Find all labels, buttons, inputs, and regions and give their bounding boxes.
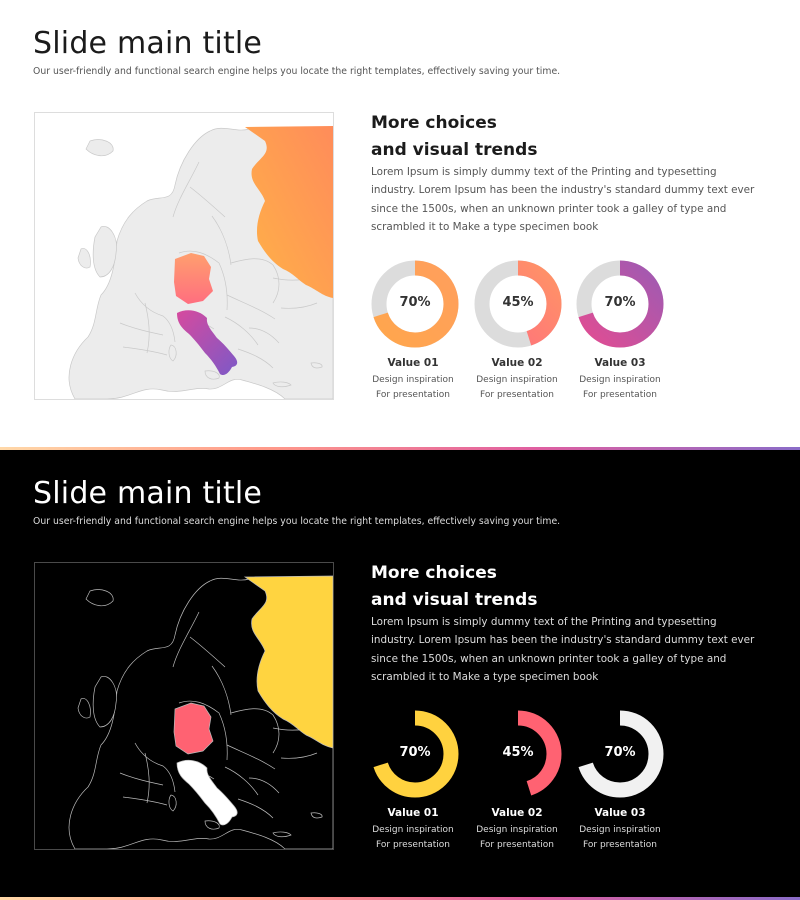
value-line-1: Design inspiration	[476, 375, 558, 385]
europe-map-svg	[35, 113, 333, 399]
body-text: Lorem Ipsum is simply dummy text of the Printing and typesetting industry. Lorem Ipsum has been the industry's standard dummy text ever since the 1500s, when an unknown printer took a galley of type and scrambled it to Make a type specimen book	[371, 166, 755, 233]
value-line-1: Design inspiration	[579, 825, 661, 835]
slide-subtitle: Our user-friendly and functional search engine helps you locate the right templates, effectively saving your time.	[33, 66, 561, 77]
donut-percent: 70%	[399, 745, 431, 760]
value-line-2: For presentation	[583, 390, 657, 400]
slide-title: Slide main title	[33, 26, 263, 61]
value-line-2: For presentation	[480, 390, 554, 400]
europe-map-svg	[35, 563, 333, 849]
value-title: Value 01	[387, 357, 439, 369]
value-title: Value 02	[491, 807, 543, 819]
slide-dark	[0, 450, 800, 900]
value-line-2: For presentation	[376, 840, 450, 850]
section-heading	[371, 560, 537, 614]
heading-line-2: and visual trends	[371, 140, 538, 160]
donut-percent: 70%	[604, 745, 636, 760]
heading-line-1: More choices	[371, 113, 497, 133]
value-line-2: For presentation	[583, 840, 657, 850]
donut-percent: 45%	[502, 295, 534, 310]
section-heading	[371, 110, 537, 164]
value-line-2: For presentation	[480, 840, 554, 850]
donut-percent: 45%	[502, 745, 534, 760]
slide-title: Slide main title	[33, 476, 263, 511]
donut-percent: 70%	[604, 295, 636, 310]
value-title: Value 01	[387, 807, 439, 819]
iceland-land	[86, 140, 113, 156]
iceland-land	[86, 590, 113, 606]
value-line-1: Design inspiration	[476, 825, 558, 835]
value-title: Value 03	[594, 357, 646, 369]
heading-line-1: More choices	[371, 563, 497, 583]
donut-percent: 70%	[399, 295, 431, 310]
europe-map	[34, 562, 334, 850]
slide-subtitle: Our user-friendly and functional search engine helps you locate the right templates, effectively saving your time.	[33, 516, 561, 527]
value-line-1: Design inspiration	[579, 375, 661, 385]
body-text: Lorem Ipsum is simply dummy text of the Printing and typesetting industry. Lorem Ipsum has been the industry's standard dummy text ever since the 1500s, when an unknown printer took a galley of type and scrambled it to Make a type specimen book	[371, 616, 755, 683]
europe-map	[34, 112, 334, 400]
heading-line-2: and visual trends	[371, 590, 538, 610]
value-line-1: Design inspiration	[372, 375, 454, 385]
value-line-1: Design inspiration	[372, 825, 454, 835]
value-title: Value 02	[491, 357, 543, 369]
value-title: Value 03	[594, 807, 646, 819]
value-line-2: For presentation	[376, 390, 450, 400]
ireland-land	[78, 698, 90, 718]
germany-highlight	[174, 703, 213, 754]
ireland-land	[78, 248, 90, 268]
